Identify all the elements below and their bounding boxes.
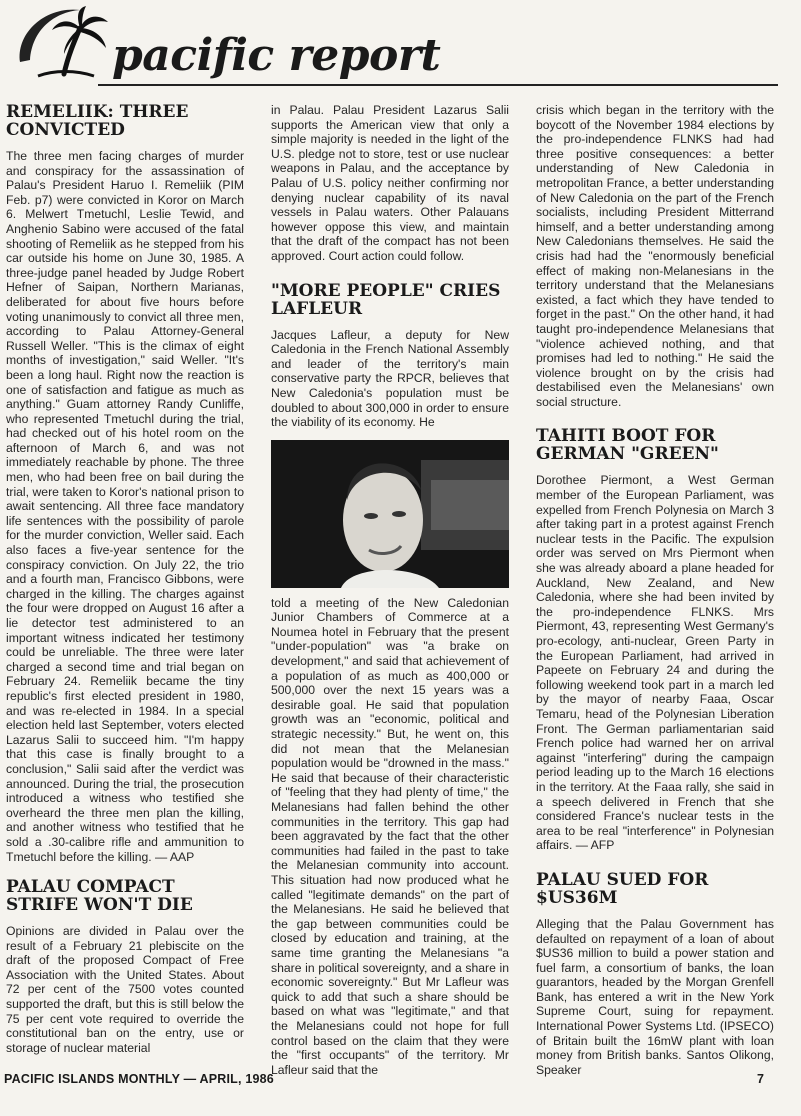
portrait-photo-image [271,440,509,588]
article-body-palau-compact: Opinions are divided in Palau over the result of a February 21 plebiscite on the draft of the proposed Compact of Free Association with the United States. About 72 per cent of the 7500 votes counted supported the draft, but this is still below the 75 per cent vote required to override the constitutional ban on the entry, use or storage of nuclear material [6,924,244,1055]
article-body-remeliik: The three men facing charges of murder and conspiracy for the assassination of Palau's President Haruo I. Remeliik (PIM Feb. p7) were convicted in Koror on March 6. Melwert Tmetuchl, Leslie Tewid, and Anghenio Sabino were accused of the fatal shooting of Remeliik as he stepped from his car outside his home on June 30, 1985. A three-judge panel headed by Judge Robert Hefner of Saipan, Northern Marianas, deliberated for about five hours before voting unanimously to convict all three men, according to Palau Attorney-General Russell Weller. "This is the climax of eight months of investigation," said Weller. "It's been a long haul. Right now the reaction is one of satisfaction and fatigue as much as anything." Guam attorney Randy Cunliffe, who represented Tmetuchl during the trial, had checked out of his hotel room on the afternoon of March 6, and was not immediately reachable by phone. The three men, who had been free on bail during the trial, were taken to Koror's national prison to await sentencing. All three face mandatory life sentences with the possibility of parole for the murder conviction, Weller said. Each also faces a five-year sentence for the conspiracy conviction. On July 22, the trio and a fourth man, Francisco Gibbons, were charged in the killing. The charges against the four were dropped on August 16 after a lie detector test administered to an important witness indicated her testimony could be unreliable. The three were later charged a second time and trial began on February 24. Remeliik became the tiny republic's first elected president in 1980, and was re-elected in 1984. In a special election held last September, voters elected Lazarus Salii to succeed him. "I'm happy that this case is finally brought to a conclusion," Salii said after the verdict was announced. During the trial, the prosecution introduced a witness who testified she overheard the three men plan the killing, and another witness who testified that he sold a .30-calibre rifle and ammunition to Tmetuchl before the killing. — AAP [6,149,244,864]
headline-palau-compact: PALAU COMPACT STRIFE WON'T DIE [6,877,193,916]
column-3 [536,103,774,1077]
headline-tahiti: TAHITI BOOT FOR GERMAN "GREEN" [536,426,719,465]
masthead-rule [98,84,778,86]
article-body-palau-compact-cont: in Palau. Palau President Lazarus Salii supports the American view that only a simple majority is needed in the light of the U.S. pledge not to store, test or use nuclear weapons in Palau, and the acceptance by Palau of U.S. policy neither confirming nor denying nuclear capability of its naval vessels in Palau waters. Other Palauans however oppose this view, and maintain that the draft of the compact has not been approved. Court action could follow. [271,103,509,263]
publication-footer: PACIFIC ISLANDS MONTHLY — APRIL, 1986 [4,1072,274,1086]
headline-remeliik: REMELIIK: THREE CONVICTED [6,102,189,140]
section-title: pacific report [112,30,441,81]
headline-palau-sued: PALAU SUED FOR $US36M [536,869,709,908]
page-number: 7 [757,1072,764,1086]
headline-lafleur: "MORE PEOPLE" CRIES LAFLEUR [271,280,501,319]
article-body-lafleur-cont: told a meeting of the New Caledonian Junior Chambers of Commerce at a Noumea hotel in February that the present "under-population" was "a brake on development," and said that achievement of a population of as much as 400,000 or 500,000 over the next 15 years was a desirable goal. He said that population growth was an "economic, political and strategic necessity." But, he went on, this did not mean that the Melanesian population would be "drowned in the mass." He said that because of their characteristic of "feeling that they had plenty of time," the Melanesians had fallen behind the other communities in the territory. This gap had been aggravated by the fact that the other communities had failed in the past to take the Melanesian community into account. This situation had now produced what he called "legitimate demands" on the part of the Melanesians. He said he believed that the gap between communities could be closed by education and training, at the same time granting the Melanesians "a share in political sovereignty, and a share in economic sovereignty." But Mr Lafleur was quick to add that such a share should be based on what was "legitimate," and that the Melanesians could not hope for full control based on the claim that they were the "first occupants" of the territory. Mr Lafleur said that the [271,595,509,1077]
article-body-tahiti: Dorothee Piermont, a West German member of the European Parliament, was expelled from French Polynesia on March 3 after taking part in a protest against French nuclear tests in the Pacific. The expulsion order was served on Mrs Piermont when she was already aboard a plane headed for Auckland, New Zealand, and New Caledonia, where she had been invited by the pro-independence FLNKS. Mrs Piermont, 43, representing West Germany's pro-ecology, anti-nuclear, Green Party in the European Parliament, had arrived in Papeete on February 24 and during the following weekend took part in a march led by the mayor of nearby Faaa, Oscar Temaru, head of the Polynesian Liberation Front. The German parliamentarian said French police had warned her on arrival against "interfering" during the campaign period leading up to the March 16 elections in the territory. At the Faaa rally, she said in a speech delivered in French that she considered France's nuclear tests in the area to be real "interference" in Polynesian affairs. — AFP [536,473,774,853]
article-body-lafleur: Jacques Lafleur, a deputy for New Caledonia in the French National Assembly and leader of the territory's main conservative party the RPCR, believes that New Caledonia's population must be doubled to about 300,000 in order to ensure the viability of its economy. He [271,327,509,430]
column-2 [271,103,509,1077]
article-body-lafleur-cont2: crisis which began in the territory with the boycott of the November 1984 elections by the pro-independence FLNKS had had three positive consequences: a better understanding of New Caledonia in metropolitan France, a better understanding of New Caledonia on the part of the French socialists, including President Mitterrand himself, and a better understanding among New Caledonians themselves. He said the crisis had had the "enormously beneficial effect of making non-Melanesians in the territory understand that the Melanesians existed, a fact which they have tended to forget in the past." On the other hand, it had taught pro-independence Melanesians that "violence achieved nothing, and that promises had led to nothing." He said the violence brought on by the crisis had destabilised even the Melanesians' own social structure. [536,103,774,409]
palm-tree-logo-icon [14,4,114,86]
article-body-palau-sued: Alleging that the Palau Government has defaulted on repayment of a loan of about $US36 million to build a power station and fuel farm, a consortium of banks, the loan guarantors, headed by the Morgan Grenfell Bank, has entered a writ in the New York Supreme Court, suing for repayment. International Power Systems Ltd. (IPSECO) of Britain built the 16mW plant with loan money from British banks. Santos Olikong, Speaker [536,916,774,1077]
column-1 [6,103,244,1055]
masthead [0,0,801,95]
portrait-photo [271,440,509,588]
